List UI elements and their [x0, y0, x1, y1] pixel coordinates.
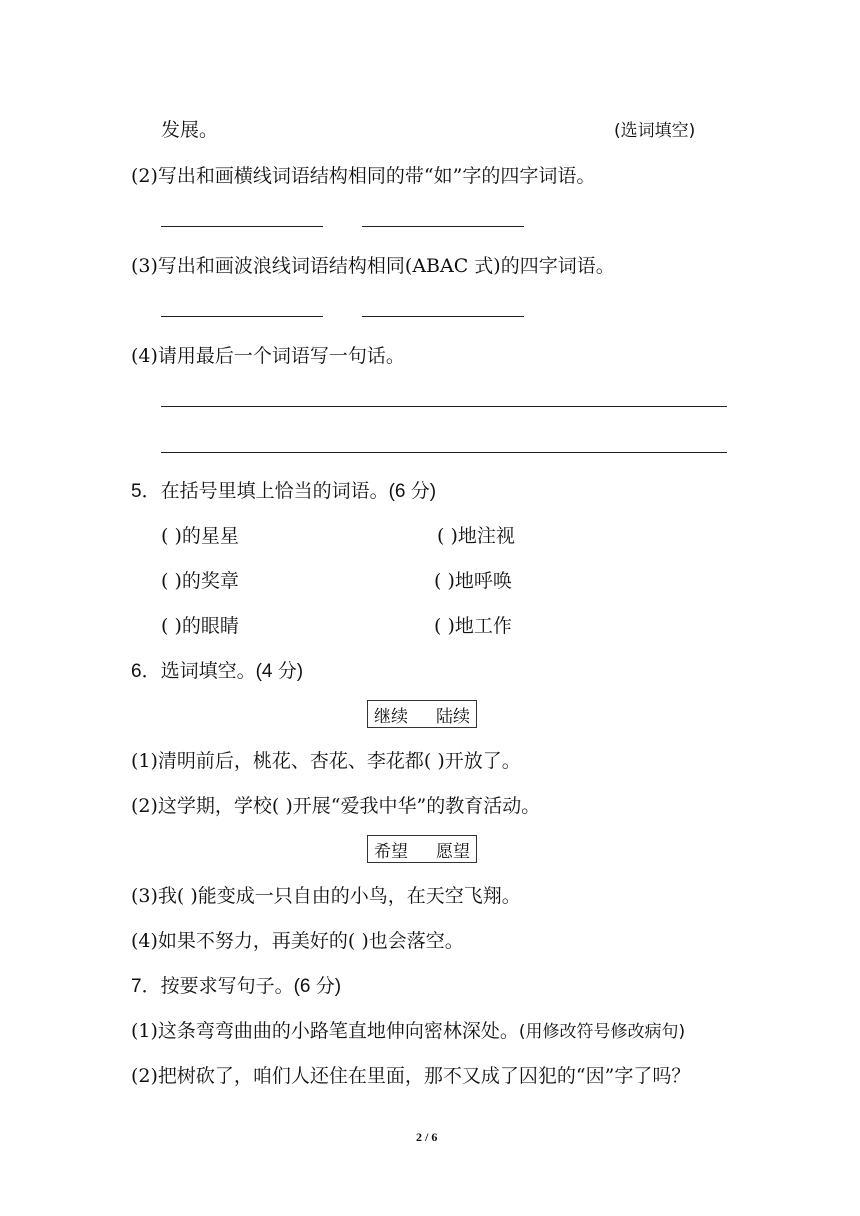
- q4-sub2-answer-line-2[interactable]: [362, 226, 524, 227]
- q4-sub4: (4)请用最后一个词语写一句话。: [131, 345, 405, 367]
- q4-sub2: (2)写出和画横线词语结构相同的带“如”字的四字词语。: [131, 165, 596, 187]
- q5-item-2-right: ( )地呼唤: [434, 570, 512, 592]
- page-number: 2 / 6: [416, 1130, 438, 1144]
- q6-sentence-3: (3)我( )能变成一只自由的小鸟，在天空飞翔。: [131, 885, 521, 907]
- q6-title: 6．选词填空。(4 分): [131, 661, 304, 682]
- word-option-jixu: 继续: [374, 706, 408, 727]
- q7-sentence-1-note: (用修改符号修改病句): [518, 1022, 686, 1042]
- q4-sub3-answer-line-1[interactable]: [161, 316, 323, 317]
- q5-title: 5．在括号里填上恰当的词语。(6 分): [131, 481, 437, 502]
- word-option-luxu: 陆续: [436, 706, 470, 727]
- q5-item-2-left: ( )的奖章: [161, 570, 239, 592]
- q7-sentence-1: [131, 1016, 685, 1043]
- q4-sub3-answer-line-2[interactable]: [362, 316, 524, 317]
- word-option-xiwang: 希望: [374, 841, 408, 862]
- q5-item-1-right: ( )地注视: [437, 525, 515, 547]
- q5-item-1-left: ( )的星星: [161, 525, 239, 547]
- q7-sentence-1-text: (1)这条弯弯曲曲的小路笔直地伸向密林深处。: [131, 1020, 519, 1042]
- q6-word-box-2: [367, 835, 477, 863]
- q5-item-3-right: ( )地工作: [434, 615, 512, 637]
- q7-title: 7．按要求写句子。(6 分): [131, 976, 342, 997]
- word-option-yuanwang: 愿望: [436, 841, 470, 862]
- q4-continuation-text: 发展。: [161, 119, 219, 141]
- q4-note: (选词填空): [614, 121, 696, 141]
- q5-item-3-left: ( )的眼睛: [161, 615, 239, 637]
- q4-sub3: (3)写出和画波浪线词语结构相同(ABAC 式)的四字词语。: [131, 255, 615, 277]
- q4-sub2-answer-line-1[interactable]: [161, 226, 323, 227]
- q4-sub4-answer-line-2[interactable]: [161, 452, 727, 453]
- q6-sentence-2: (2)这学期，学校( )开展“爱我中华”的教育活动。: [131, 795, 541, 817]
- q4-sub4-answer-line-1[interactable]: [161, 406, 727, 407]
- q6-sentence-4: (4)如果不努力，再美好的( )也会落空。: [131, 930, 464, 952]
- q6-word-box-1: [367, 700, 477, 728]
- q6-sentence-1: (1)清明前后，桃花、杏花、李花都( )开放了。: [131, 750, 521, 772]
- q7-sentence-2: (2)把树砍了，咱们人还住在里面，那不又成了囚犯的“因”字了吗？: [131, 1065, 691, 1087]
